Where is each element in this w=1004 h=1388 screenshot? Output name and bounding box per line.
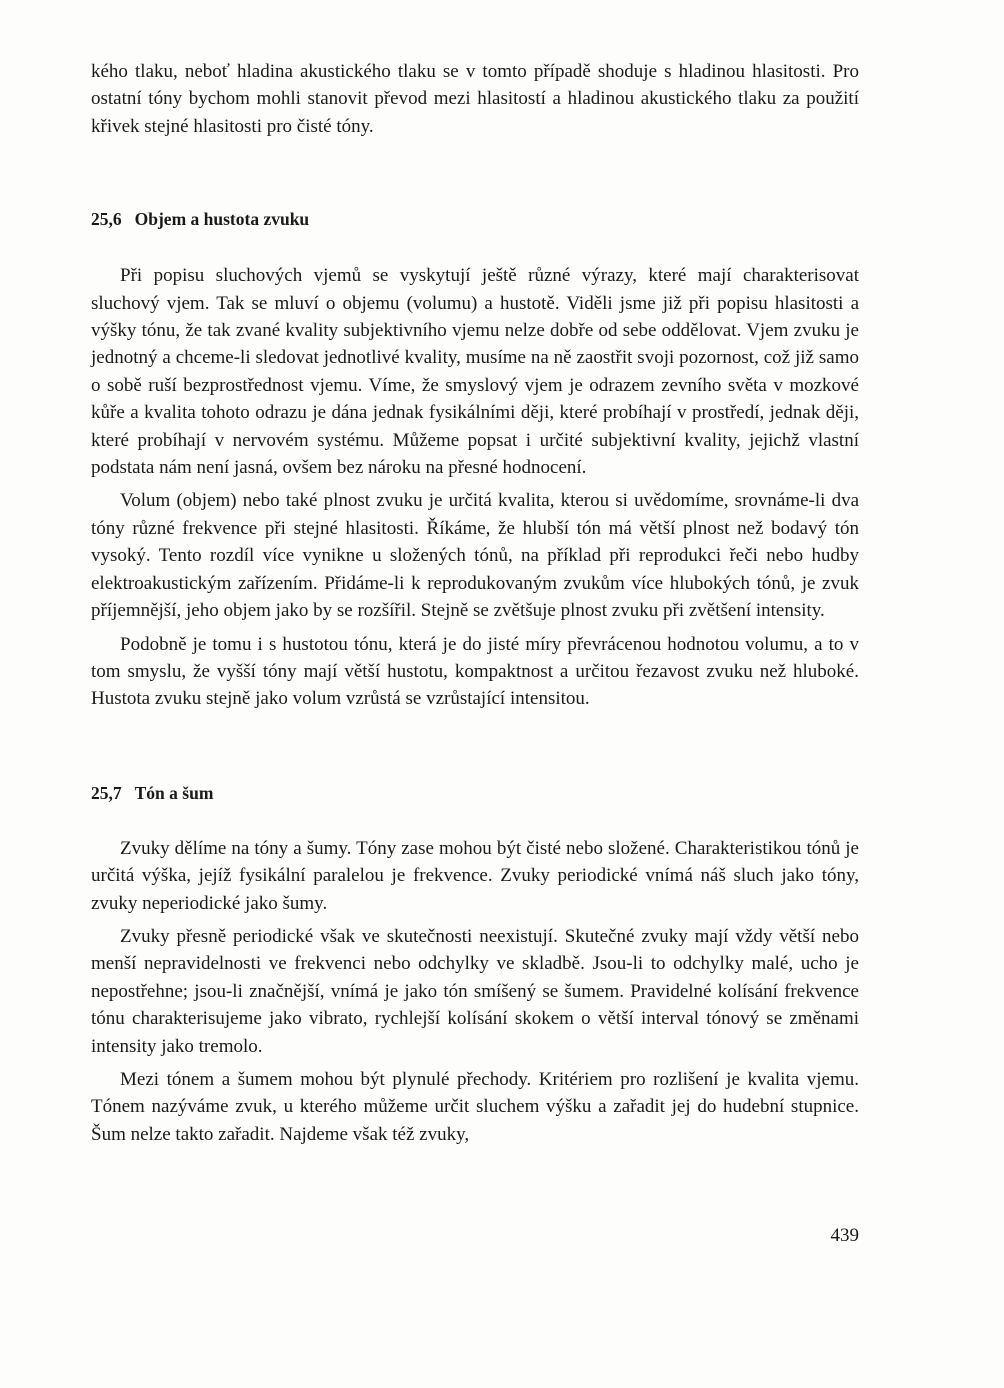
page-number: 439 bbox=[830, 1225, 859, 1246]
section-title: Tón a šum bbox=[134, 782, 214, 803]
section-number: 25,7 bbox=[91, 782, 122, 803]
intro-paragraph: kého tlaku, neboť hladina akustického tlaku se v tomto případě shoduje s hladinou hlasitosti. Pro ostatní tóny bychom mohli stanovit převod mezi hlasitostí a hladinou akustického tlaku za použití křivek stejné hlasitosti pro čisté tóny. bbox=[91, 61, 859, 137]
section-heading-25-6 bbox=[91, 207, 859, 231]
paragraph: Zvuky dělíme na tóny a šumy. Tóny zase mohou být čisté nebo složené. Charakteristikou tónů je určitá výška, jejíž fysikální paralelou je frekvence. Zvuky periodické vnímá náš sluch jako tóny, zvuky neperiodické jako šumy. bbox=[91, 837, 859, 914]
page-content bbox=[91, 58, 859, 1148]
section-heading-25-7 bbox=[91, 781, 859, 805]
section-number: 25,6 bbox=[91, 209, 122, 230]
section-title: Objem a hustota zvuku bbox=[134, 209, 310, 230]
paragraph: Zvuky přesně periodické však ve skutečnosti neexistují. Skutečné zvuky mají vždy větší nebo menší nepravidelnosti ve frekvenci nebo odchylky ve skladbě. Jsou-li to odchylky malé, ucho je nepostřehne; jsou-li značnější, vnímá je jako tón smíšený se šumem. Pravidelné kolísání frekvence tónu charakterisujeme jako vibrato, rychlejší kolísání skokem o větší interval tónový se změnami intensity jako tremolo. bbox=[91, 925, 859, 1057]
paragraph: Mezi tónem a šumem mohou být plynulé přechody. Kritériem pro rozlišení je kvalita vjemu. Tónem nazýváme zvuk, u kterého můžeme určit sluchem výšku a zařadit jej do hudební stupnice. Šum nelze takto zařadit. Najdeme však též zvuky, bbox=[91, 1068, 859, 1145]
paragraph: Podobně je tomu i s hustotou tónu, která je do jisté míry převrácenou hodnotou volumu, a to v tom smyslu, že vyšší tóny mají větší hustotu, kompaktnost a určitou řezavost zvuku než hluboké. Hustota zvuku stejně jako volum vzrůstá se vzrůstající intensitou. bbox=[91, 633, 859, 710]
paragraph: Při popisu sluchových vjemů se vyskytují ještě různé výrazy, které mají charakterisovat sluchový vjem. Tak se mluví o objemu (volumu) a hustotě. Viděli jsme již při popisu hlasitosti a výšky tónu, že tak zvané kvality subjektivního vjemu nelze dobře od sebe oddělovat. Vjem zvuku je jednotný a chceme-li sledovat jednotlivé kvality, musíme na ně zaostřit svoji pozornost, což již samo o sobě ruší bezprostřednost vjemu. Víme, že smyslový vjem je odrazem zevního světa v mozkové kůře a kvalita tohoto odrazu je dána jednak fysikálními ději, které probíhají v prostředí, jednak ději, které probíhají v nervovém systému. Můžeme popsat i určité subjektivní kvality, jejichž vlastní podstata nám není jasná, ovšem bez nároku na přesné hodnocení. bbox=[91, 265, 859, 479]
paragraph: Volum (objem) nebo také plnost zvuku je určitá kvalita, kterou si uvědomíme, srovnáme-li dva tóny různé frekvence při stejné hlasitosti. Říkáme, že hlubší tón má větší plnost než bodavý tón vysoký. Tento rozdíl více vynikne u složených tónů, na příklad při reprodukci řeči nebo hudby elektroakustickým zařízením. Přidáme-li k reprodukovaným zvukům více hlubokých tónů, je zvuk příjemnější, jeho objem jako by se rozšířil. Stejně se zvětšuje plnost zvuku při zvětšení intensity. bbox=[91, 490, 859, 622]
